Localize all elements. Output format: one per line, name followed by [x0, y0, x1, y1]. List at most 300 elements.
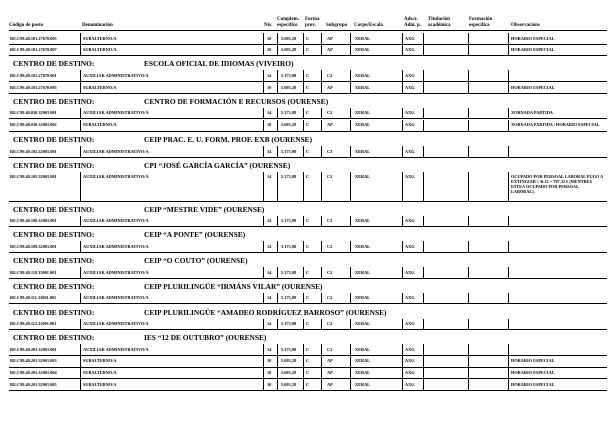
centro-destino-name: ESCOLA OFICIAL DE IDIOMAS (VIVEIRO)	[144, 59, 294, 69]
cell-corpo: XERAL	[355, 148, 371, 154]
column-divider	[321, 319, 322, 330]
column-divider	[508, 267, 509, 278]
table-row	[9, 267, 607, 279]
cell-adscr: AXG	[405, 35, 415, 41]
column-divider	[423, 33, 424, 44]
column-divider	[468, 82, 469, 93]
cell-nivel: 14	[267, 72, 272, 78]
column-divider	[350, 33, 351, 44]
cell-complem: 5.173,08	[281, 72, 297, 78]
column-divider	[402, 344, 403, 355]
column-divider	[263, 82, 264, 93]
column-divider	[80, 216, 81, 227]
header-nivel: Nív.	[264, 23, 273, 28]
column-divider	[402, 70, 403, 81]
centro-destino-name: CEIP “A PONTE” (OURENSE)	[144, 230, 246, 240]
column-divider	[321, 379, 322, 390]
cell-corpo: XERAL	[355, 269, 371, 275]
column-divider	[350, 267, 351, 278]
column-divider	[321, 356, 322, 367]
column-divider	[303, 267, 304, 278]
column-divider	[321, 146, 322, 157]
column-divider	[321, 344, 322, 355]
cell-nivel: 10	[267, 122, 272, 127]
centro-destino-name: CEIP PLURILINGÜE “IRMÁNS VILAR” (OURENSE)	[144, 281, 323, 291]
cell-complem: 5.693,28	[281, 35, 297, 41]
cell-corpo: XERAL	[355, 370, 371, 376]
column-divider	[321, 33, 322, 44]
table-row	[9, 45, 607, 57]
column-divider	[508, 379, 509, 390]
column-divider	[303, 344, 304, 355]
column-divider	[263, 267, 264, 278]
cell-denominacion: AUXILIAR ADMINISTRATIVO/A	[83, 269, 149, 275]
cell-subgrupo: AP	[327, 47, 333, 53]
column-divider	[423, 293, 424, 304]
column-divider	[350, 120, 351, 132]
column-divider	[303, 319, 304, 330]
column-divider	[350, 45, 351, 56]
column-divider	[303, 368, 304, 379]
column-divider	[350, 344, 351, 355]
cell-complem: 5.173,08	[281, 243, 297, 249]
cell-adscr: AXG	[405, 381, 415, 387]
column-divider	[468, 319, 469, 330]
column-divider	[263, 146, 264, 157]
column-divider	[277, 267, 278, 278]
cell-adscr: AXG	[405, 148, 415, 154]
cell-subgrupo: AP	[327, 381, 333, 387]
cell-complem: 5.173,08	[281, 218, 297, 224]
cell-adscr: AXG	[405, 295, 415, 301]
centro-destino-name: CEIP “MESTRE VIDE” (OURENSE)	[144, 204, 265, 214]
cell-codigo: RE.C99.40.101.27670.001	[10, 72, 57, 78]
cell-subgrupo: C2	[327, 148, 333, 154]
cell-nivel: 10	[267, 84, 272, 90]
header-observacions: Observacións	[511, 23, 540, 28]
cell-corpo: XERAL	[355, 174, 371, 180]
cell-forma: C	[306, 269, 310, 275]
cell-codigo: RE.C99.40.101.27670.005	[10, 84, 57, 90]
column-divider	[263, 172, 264, 201]
header-prov: prov.	[305, 23, 316, 28]
cell-denominacion: SUBALTERNO/A	[83, 381, 117, 387]
column-divider	[508, 319, 509, 330]
table-row	[9, 379, 607, 391]
cell-complem: 5.693,28	[281, 358, 297, 364]
column-divider	[80, 82, 81, 93]
column-divider	[508, 293, 509, 304]
column-divider	[277, 319, 278, 330]
cell-complem: 5.173,08	[281, 346, 297, 352]
column-divider	[303, 33, 304, 44]
column-divider	[80, 368, 81, 379]
cell-nivel: 14	[267, 321, 272, 326]
centro-destino-heading	[13, 256, 603, 265]
column-divider	[508, 216, 509, 227]
centro-destino-heading	[13, 161, 603, 170]
cell-forma: C	[306, 148, 310, 154]
column-divider	[350, 70, 351, 81]
column-divider	[402, 33, 403, 44]
column-divider	[402, 319, 403, 330]
cell-subgrupo: C2	[327, 346, 333, 352]
cell-complem: 5.173,08	[281, 321, 297, 326]
column-divider	[263, 344, 264, 355]
centro-destino-name: IES “12 DE OUTUBRO” (OURENSE)	[144, 333, 267, 343]
column-divider	[350, 108, 351, 119]
column-divider	[402, 241, 403, 252]
column-divider	[423, 45, 424, 56]
header-academica: académica	[428, 23, 451, 28]
column-divider	[423, 108, 424, 119]
cell-denominacion: SUBALTERNO/A	[83, 358, 117, 364]
centro-destino-label: CENTRO DE DESTINO:	[13, 204, 95, 214]
column-divider	[263, 216, 264, 227]
column-divider	[350, 82, 351, 93]
table-row	[9, 293, 607, 305]
column-divider	[321, 120, 322, 132]
cell-complem: 5.693,28	[281, 381, 297, 387]
cell-nivel: 14	[267, 269, 272, 275]
cell-observacions: XORNADA PARTIDA	[511, 110, 553, 116]
cell-forma: C	[306, 370, 310, 376]
cell-corpo: XERAL	[355, 84, 371, 90]
cell-denominacion: AUXILIAR ADMINISTRATIVO/A	[83, 346, 149, 352]
column-divider	[321, 293, 322, 304]
cell-forma: C	[306, 84, 310, 90]
column-divider	[80, 344, 81, 355]
centro-destino-heading	[13, 205, 603, 214]
table-row	[9, 70, 607, 82]
column-divider	[468, 146, 469, 157]
column-divider	[350, 368, 351, 379]
header-underline	[9, 30, 607, 31]
column-divider	[277, 356, 278, 367]
cell-denominacion: AUXILIAR ADMINISTRATIVO/A	[83, 148, 149, 154]
cell-denominacion: AUXILIAR ADMINISTRATIVO/A	[83, 218, 149, 224]
centro-destino-label: CENTRO DE DESTINO:	[13, 307, 95, 317]
cell-codigo: RE.C99.40.109.32001.001	[10, 243, 57, 249]
centro-destino-label: CENTRO DE DESTINO:	[13, 96, 95, 106]
column-divider	[468, 241, 469, 252]
centro-destino-label: CENTRO DE DESTINO:	[13, 333, 95, 343]
cell-subgrupo: AP	[327, 122, 333, 127]
column-divider	[303, 172, 304, 201]
cell-codigo: RE.C99.40.201.32001.005	[10, 381, 57, 387]
column-divider	[303, 356, 304, 367]
header-especifico: específico	[277, 23, 298, 28]
column-divider	[263, 120, 264, 132]
cell-corpo: XERAL	[355, 358, 371, 364]
cell-denominacion: SUBALTERNO/A	[83, 84, 117, 90]
header-titulacion: Titulación	[428, 17, 450, 22]
cell-corpo: XERAL	[355, 346, 371, 352]
cell-denominacion: AUXILIAR ADMINISTRATIVO/A	[83, 174, 149, 180]
column-divider	[468, 45, 469, 56]
cell-complem: 5.693,28	[281, 370, 297, 376]
cell-codigo: RE.C99.40.201.32001.001	[10, 346, 57, 352]
column-divider	[423, 172, 424, 201]
column-divider	[277, 216, 278, 227]
header-codigo: Código de posto	[9, 23, 44, 28]
cell-codigo: RE.C99.40.101.27670.007	[10, 47, 57, 53]
column-divider	[277, 120, 278, 132]
column-divider	[277, 33, 278, 44]
cell-subgrupo: C2	[327, 269, 333, 275]
column-divider	[321, 45, 322, 56]
cell-forma: C	[306, 218, 310, 224]
column-divider	[508, 146, 509, 157]
cell-subgrupo: C2	[327, 321, 333, 326]
cell-subgrupo: AP	[327, 358, 333, 364]
column-divider	[402, 108, 403, 119]
column-divider	[350, 172, 351, 201]
table-row	[9, 146, 607, 158]
table-row	[9, 172, 607, 202]
cell-nivel: 14	[267, 148, 272, 154]
column-divider	[423, 241, 424, 252]
column-divider	[508, 108, 509, 119]
column-divider	[303, 241, 304, 252]
header-adm: Adm. p.	[404, 23, 422, 28]
column-divider	[468, 120, 469, 132]
column-divider	[263, 379, 264, 390]
cell-complem: 5.173,08	[281, 110, 297, 116]
header-denominacion: Denominación	[82, 23, 113, 28]
cell-codigo: RE.C99.40.030.32001.001	[10, 110, 57, 116]
column-divider	[508, 368, 509, 379]
cell-subgrupo: C2	[327, 218, 333, 224]
cell-adscr: AXG	[405, 72, 415, 78]
cell-adscr: AXG	[405, 269, 415, 275]
column-divider	[468, 108, 469, 119]
column-divider	[80, 319, 81, 330]
centro-destino-label: CENTRO DE DESTINO:	[13, 281, 95, 291]
column-divider	[508, 172, 509, 201]
cell-codigo: RE.C99.40.110.32001.001	[10, 269, 57, 275]
centro-destino-label: CENTRO DE DESTINO:	[13, 230, 95, 240]
centro-destino-heading	[13, 59, 603, 68]
centro-destino-name: CENTRO DE FORMACIÓN E RECURSOS (OURENSE)	[144, 96, 329, 106]
cell-observacions: HORARIO ESPECIAL	[511, 47, 555, 53]
centro-destino-label: CENTRO DE DESTINO:	[13, 160, 95, 170]
column-divider	[321, 368, 322, 379]
cell-codigo: RE.C99.40.102.32001.001	[10, 148, 57, 154]
centro-destino-name: CEIP PLURILINGÜE “AMADEO RODRÍGUEZ BARROSO” (OURENSE)	[144, 307, 387, 317]
column-divider	[508, 120, 509, 132]
column-divider	[468, 356, 469, 367]
cell-adscr: AXG	[405, 174, 415, 180]
table-row	[9, 120, 607, 133]
cell-observacions: HORARIO ESPECIAL	[511, 358, 555, 364]
header-complem: Complem.	[277, 17, 300, 22]
column-divider	[80, 356, 81, 367]
cell-nivel: 10	[267, 358, 272, 364]
column-divider	[263, 293, 264, 304]
column-divider	[303, 82, 304, 93]
header-formacion: Formación	[469, 17, 493, 22]
cell-adscr: AXG	[405, 47, 415, 53]
table-row	[9, 108, 607, 120]
column-divider	[350, 293, 351, 304]
cell-nivel: 10	[267, 370, 272, 376]
cell-nivel: 14	[267, 243, 272, 249]
cell-complem: 5.173,08	[281, 269, 297, 275]
column-divider	[402, 146, 403, 157]
cell-codigo: RE.C99.40.105.32001.001	[10, 174, 57, 180]
centro-destino-label: CENTRO DE DESTINO:	[13, 256, 95, 266]
cell-nivel: 10	[267, 35, 272, 41]
table-row	[9, 216, 607, 228]
column-divider	[277, 108, 278, 119]
column-divider	[350, 379, 351, 390]
column-divider	[423, 146, 424, 157]
cell-corpo: XERAL	[355, 381, 371, 387]
column-divider	[423, 120, 424, 132]
cell-subgrupo: AP	[327, 84, 333, 90]
column-divider	[468, 70, 469, 81]
cell-observacions: HORARIO ESPECIAL	[511, 35, 555, 41]
column-divider	[468, 216, 469, 227]
column-divider	[80, 241, 81, 252]
header-subgrupo: Subgrupo	[326, 23, 348, 28]
centro-destino-heading	[13, 308, 603, 317]
column-divider	[80, 379, 81, 390]
cell-observacions: XORNADA PARTIDA / HORARIO ESPECIAL	[511, 122, 600, 127]
cell-forma: C	[306, 381, 310, 387]
table-row	[9, 368, 607, 380]
centro-destino-heading	[13, 333, 603, 342]
cell-adscr: AXG	[405, 110, 415, 116]
cell-adscr: AXG	[405, 370, 415, 376]
column-divider	[423, 216, 424, 227]
column-divider	[277, 344, 278, 355]
column-divider	[423, 379, 424, 390]
column-divider	[350, 241, 351, 252]
centro-destino-heading	[13, 230, 603, 239]
cell-denominacion: SUBALTERNO/A	[83, 47, 117, 53]
column-divider	[321, 172, 322, 201]
cell-forma: C	[306, 174, 310, 180]
table-row	[9, 319, 607, 331]
cell-corpo: XERAL	[355, 321, 371, 326]
column-divider	[402, 293, 403, 304]
cell-subgrupo: C2	[327, 295, 333, 301]
header-formacion-especifica: específica	[469, 23, 490, 28]
cell-codigo: RE.C99.40.030.32001.002	[10, 122, 57, 127]
cell-forma: C	[306, 346, 310, 352]
cell-denominacion: SUBALTERNO/A	[83, 35, 117, 41]
column-divider	[80, 33, 81, 44]
cell-forma: C	[306, 321, 310, 326]
column-divider	[80, 108, 81, 119]
cell-forma: C	[306, 110, 310, 116]
column-divider	[277, 45, 278, 56]
column-divider	[350, 216, 351, 227]
cell-adscr: AXG	[405, 84, 415, 90]
column-divider	[508, 45, 509, 56]
cell-nivel: 10	[267, 47, 272, 53]
cell-denominacion: AUXILIAR ADMINISTRATIVO/A	[83, 295, 149, 301]
header-forma: Forma	[305, 17, 320, 22]
column-divider	[468, 293, 469, 304]
column-divider	[277, 82, 278, 93]
column-divider	[350, 356, 351, 367]
column-divider	[423, 368, 424, 379]
column-divider	[303, 120, 304, 132]
cell-subgrupo: C2	[327, 243, 333, 249]
column-divider	[423, 344, 424, 355]
centro-destino-name: CPI “JOSÉ GARCÍA GARCÍA” (OURENSE)	[144, 160, 291, 170]
column-divider	[303, 293, 304, 304]
cell-corpo: XERAL	[355, 295, 371, 301]
centro-destino-name: CEIP “O COUTO” (OURENSE)	[144, 256, 248, 266]
table-row	[9, 82, 607, 94]
cell-nivel: 14	[267, 295, 272, 301]
column-divider	[402, 267, 403, 278]
header-corpo: Corpo/Escala	[354, 23, 383, 28]
column-divider	[423, 70, 424, 81]
column-divider	[80, 146, 81, 157]
column-divider	[423, 267, 424, 278]
column-divider	[321, 216, 322, 227]
cell-nivel: 14	[267, 174, 272, 180]
column-divider	[350, 146, 351, 157]
column-divider	[402, 368, 403, 379]
cell-codigo: RE.C99.40.111.32001.001	[10, 295, 57, 301]
cell-observacions: HORARIO ESPECIAL	[511, 381, 555, 387]
cell-observacions: OCUPADO POR PERSOAL LABORAL PUGO A EXTINGUIR // B.12 = 707,32 € (MENTRES ESTEA OCUPADO POR PERSOAL LABORAL).	[511, 174, 603, 195]
cell-complem: 5.693,28	[281, 47, 297, 53]
cell-complem: 5.173,08	[281, 174, 297, 180]
column-divider	[80, 293, 81, 304]
cell-nivel: 10	[267, 381, 272, 387]
column-divider	[263, 108, 264, 119]
column-divider	[423, 319, 424, 330]
column-divider	[277, 241, 278, 252]
column-divider	[508, 241, 509, 252]
column-divider	[468, 379, 469, 390]
cell-adscr: AXG	[405, 243, 415, 249]
column-divider	[263, 45, 264, 56]
cell-forma: C	[306, 358, 310, 364]
cell-forma: C	[306, 35, 310, 41]
cell-complem: 5.173,08	[281, 295, 297, 301]
cell-adscr: AXG	[405, 358, 415, 364]
cell-corpo: XERAL	[355, 47, 371, 53]
cell-denominacion: SUBALTERNO/A	[83, 122, 117, 127]
column-divider	[80, 172, 81, 201]
column-divider	[468, 172, 469, 201]
cell-forma: C	[306, 72, 310, 78]
cell-corpo: XERAL	[355, 122, 371, 127]
centro-destino-label: CENTRO DE DESTINO:	[13, 135, 95, 144]
cell-codigo: RE.C99.40.112.32001.001	[10, 321, 57, 326]
column-divider	[303, 70, 304, 81]
cell-adscr: AXG	[405, 346, 415, 352]
table-row	[9, 241, 607, 253]
column-divider	[402, 379, 403, 390]
cell-corpo: XERAL	[355, 72, 371, 78]
column-divider	[277, 146, 278, 157]
table-row	[9, 33, 607, 45]
column-divider	[321, 108, 322, 119]
cell-complem: 5.693,28	[281, 122, 297, 127]
column-divider	[263, 356, 264, 367]
column-divider	[468, 368, 469, 379]
header-adscr: Adscr.	[404, 17, 418, 22]
